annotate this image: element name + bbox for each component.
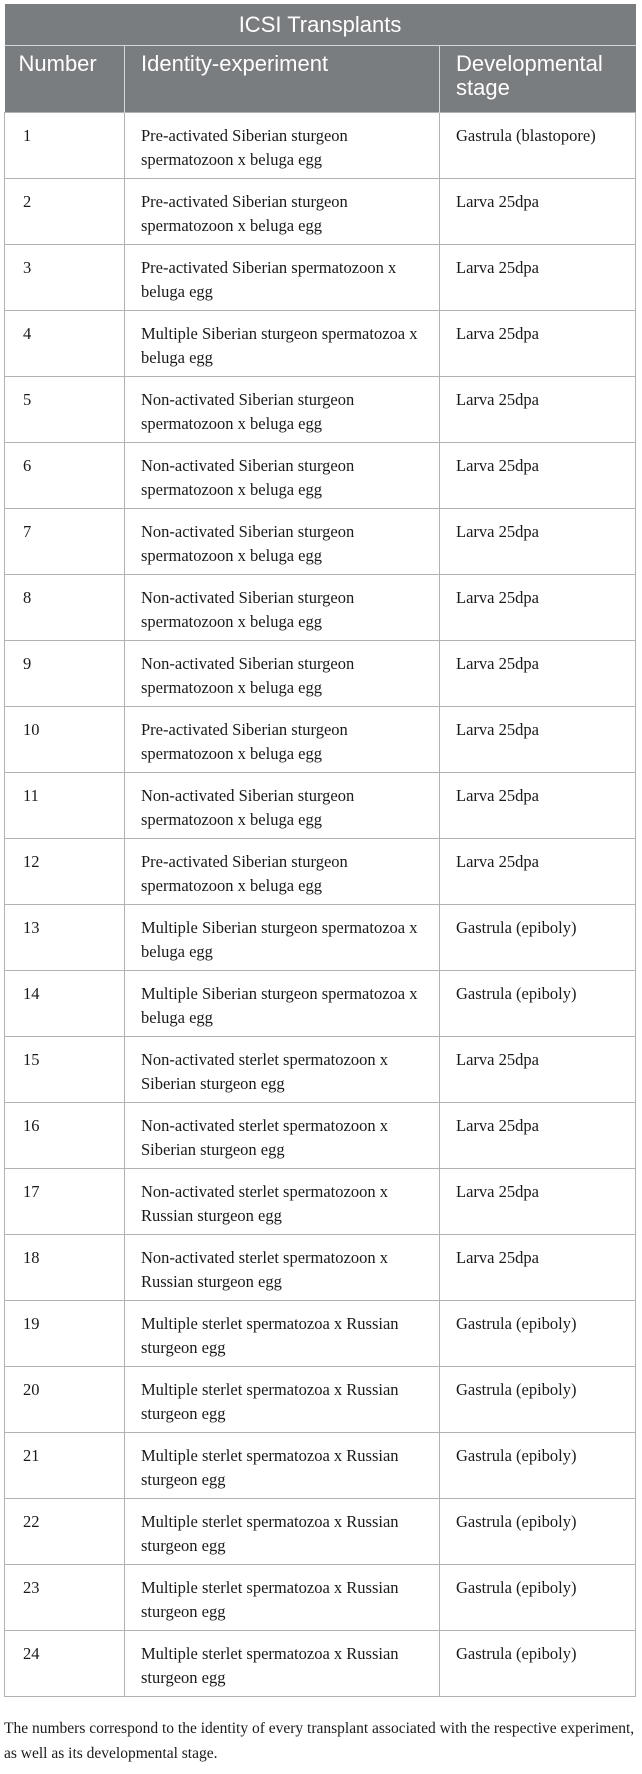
table-row [5,1433,636,1499]
cell-developmental-stage: Larva 25dpa [440,1103,636,1169]
cell-identity-experiment: Multiple sterlet spermatozoa x Russian sturgeon egg [125,1499,440,1565]
cell-developmental-stage: Larva 25dpa [440,1169,636,1235]
cell-number: 22 [5,1499,125,1565]
table-row [5,1565,636,1631]
cell-number: 4 [5,311,125,377]
cell-number: 23 [5,1565,125,1631]
cell-developmental-stage: Gastrula (epiboly) [440,1301,636,1367]
cell-number: 15 [5,1037,125,1103]
cell-identity-experiment: Pre-activated Siberian sturgeon spermatozoon x beluga egg [125,179,440,245]
cell-number: 17 [5,1169,125,1235]
cell-identity-experiment: Multiple Siberian sturgeon spermatozoa x beluga egg [125,971,440,1037]
cell-developmental-stage: Larva 25dpa [440,641,636,707]
table-row [5,1301,636,1367]
table-row [5,707,636,773]
cell-identity-experiment: Non-activated Siberian sturgeon spermatozoon x beluga egg [125,641,440,707]
cell-number: 20 [5,1367,125,1433]
cell-number: 1 [5,113,125,179]
table-title-row [5,4,636,46]
cell-identity-experiment: Pre-activated Siberian spermatozoon x beluga egg [125,245,440,311]
cell-identity-experiment: Non-activated sterlet spermatozoon x Russian sturgeon egg [125,1235,440,1301]
cell-number: 11 [5,773,125,839]
table-row [5,113,636,179]
cell-number: 5 [5,377,125,443]
cell-identity-experiment: Pre-activated Siberian sturgeon spermatozoon x beluga egg [125,707,440,773]
cell-developmental-stage: Larva 25dpa [440,773,636,839]
table-row [5,1037,636,1103]
cell-number: 10 [5,707,125,773]
cell-identity-experiment: Non-activated Siberian sturgeon spermatozoon x beluga egg [125,443,440,509]
cell-developmental-stage: Gastrula (epiboly) [440,1631,636,1697]
cell-developmental-stage: Larva 25dpa [440,707,636,773]
cell-developmental-stage: Larva 25dpa [440,509,636,575]
cell-number: 9 [5,641,125,707]
cell-identity-experiment: Non-activated Siberian sturgeon spermatozoon x beluga egg [125,575,440,641]
cell-developmental-stage: Larva 25dpa [440,443,636,509]
cell-developmental-stage: Larva 25dpa [440,1037,636,1103]
table-row [5,245,636,311]
table-row [5,443,636,509]
table-row [5,1499,636,1565]
cell-number: 7 [5,509,125,575]
table-row [5,1367,636,1433]
table-row [5,641,636,707]
cell-identity-experiment: Non-activated Siberian sturgeon spermatozoon x beluga egg [125,377,440,443]
table-title: ICSI Transplants [5,4,636,46]
cell-number: 19 [5,1301,125,1367]
cell-number: 12 [5,839,125,905]
cell-developmental-stage: Gastrula (epiboly) [440,1433,636,1499]
table-body [5,113,636,1697]
cell-developmental-stage: Gastrula (epiboly) [440,971,636,1037]
cell-developmental-stage: Larva 25dpa [440,839,636,905]
cell-identity-experiment: Pre-activated Siberian sturgeon spermatozoon x beluga egg [125,113,440,179]
column-header-developmental-stage: Developmental stage [440,46,636,113]
cell-identity-experiment: Multiple sterlet spermatozoa x Russian sturgeon egg [125,1367,440,1433]
cell-number: 16 [5,1103,125,1169]
cell-number: 13 [5,905,125,971]
table-row [5,905,636,971]
cell-developmental-stage: Gastrula (epiboly) [440,1367,636,1433]
cell-identity-experiment: Non-activated Siberian sturgeon spermatozoon x beluga egg [125,509,440,575]
cell-developmental-stage: Gastrula (epiboly) [440,1565,636,1631]
cell-developmental-stage: Gastrula (epiboly) [440,1499,636,1565]
cell-number: 6 [5,443,125,509]
table-row [5,1235,636,1301]
table-row [5,311,636,377]
cell-identity-experiment: Multiple Siberian sturgeon spermatozoa x beluga egg [125,311,440,377]
table-row [5,575,636,641]
cell-developmental-stage: Larva 25dpa [440,575,636,641]
cell-developmental-stage: Larva 25dpa [440,377,636,443]
table-row [5,179,636,245]
cell-number: 24 [5,1631,125,1697]
column-header-identity-experiment: Identity-experiment [125,46,440,113]
table-footnote: The numbers correspond to the identity of every transplant associated with the respective experiment, as well as its developmental stage. [4,1720,635,1762]
cell-identity-experiment: Non-activated sterlet spermatozoon x Siberian sturgeon egg [125,1037,440,1103]
cell-developmental-stage: Gastrula (blastopore) [440,113,636,179]
table-row [5,1103,636,1169]
cell-identity-experiment: Multiple sterlet spermatozoa x Russian sturgeon egg [125,1301,440,1367]
cell-developmental-stage: Larva 25dpa [440,245,636,311]
table-row [5,773,636,839]
cell-number: 3 [5,245,125,311]
cell-developmental-stage: Larva 25dpa [440,179,636,245]
cell-number: 21 [5,1433,125,1499]
cell-identity-experiment: Multiple sterlet spermatozoa x Russian sturgeon egg [125,1565,440,1631]
transplants-table [4,4,636,1697]
cell-number: 2 [5,179,125,245]
cell-identity-experiment: Multiple Siberian sturgeon spermatozoa x beluga egg [125,905,440,971]
table-row [5,839,636,905]
table-header-row [5,46,636,113]
cell-identity-experiment: Non-activated Siberian sturgeon spermatozoon x beluga egg [125,773,440,839]
cell-identity-experiment: Non-activated sterlet spermatozoon x Siberian sturgeon egg [125,1103,440,1169]
table-row [5,377,636,443]
table-row [5,971,636,1037]
table-row [5,509,636,575]
cell-developmental-stage: Larva 25dpa [440,311,636,377]
table-row [5,1169,636,1235]
cell-developmental-stage: Larva 25dpa [440,1235,636,1301]
table-row [5,1631,636,1697]
column-header-number: Number [5,46,125,113]
cell-identity-experiment: Pre-activated Siberian sturgeon spermatozoon x beluga egg [125,839,440,905]
cell-number: 14 [5,971,125,1037]
cell-identity-experiment: Multiple sterlet spermatozoa x Russian sturgeon egg [125,1433,440,1499]
cell-number: 18 [5,1235,125,1301]
transplants-table-container [4,4,635,1697]
cell-number: 8 [5,575,125,641]
cell-identity-experiment: Multiple sterlet spermatozoa x Russian sturgeon egg [125,1631,440,1697]
cell-identity-experiment: Non-activated sterlet spermatozoon x Russian sturgeon egg [125,1169,440,1235]
cell-developmental-stage: Gastrula (epiboly) [440,905,636,971]
